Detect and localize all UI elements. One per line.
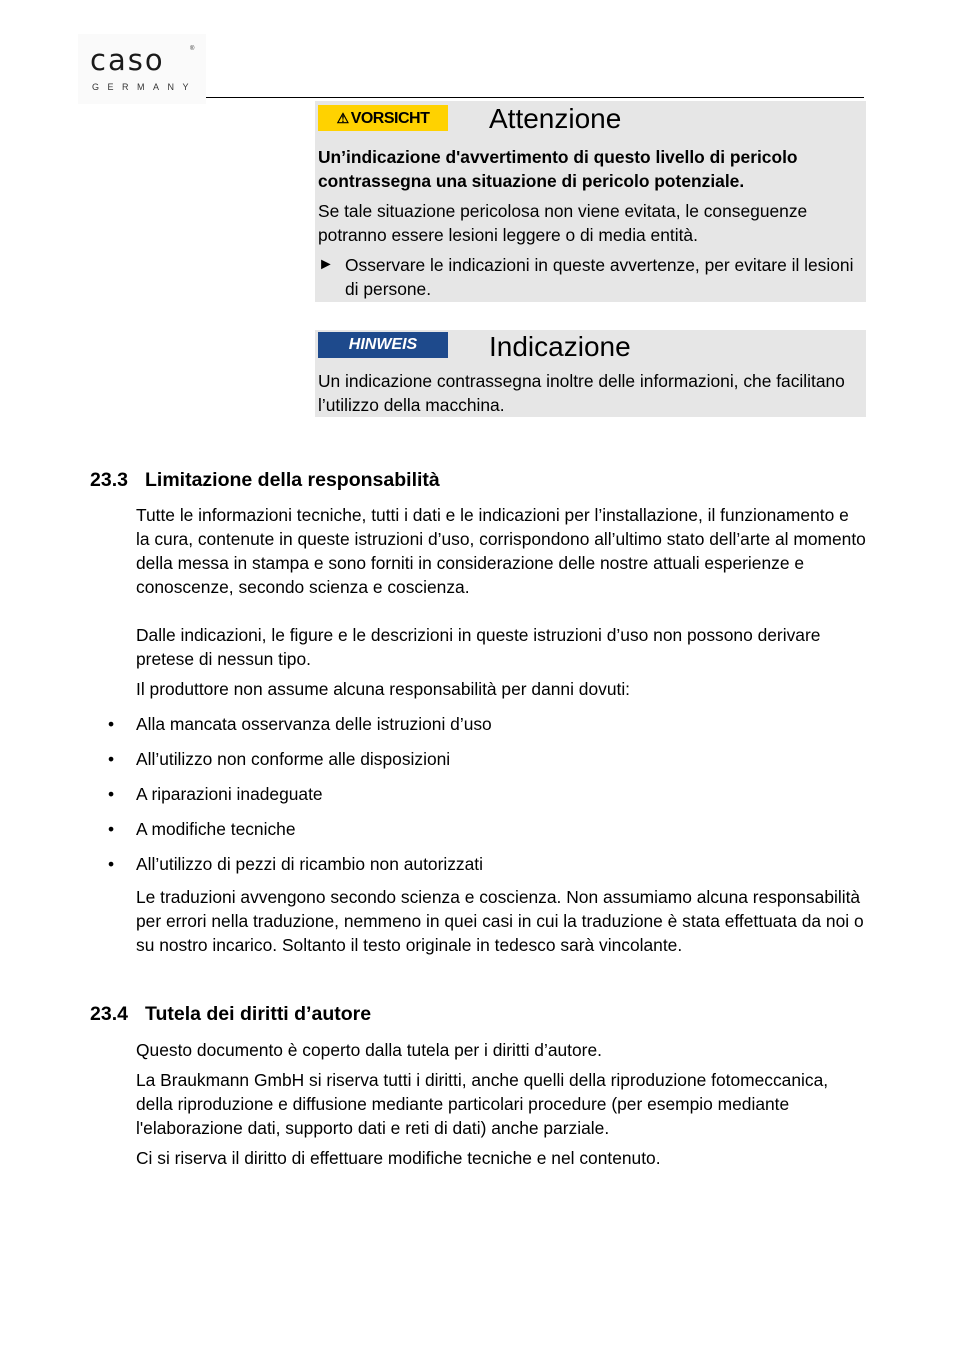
paragraph: La Braukmann GmbH si riserva tutti i diritti, anche quelli della riproduzione fotomeccanica, della riproduzione e diffusione mediante particolari procedure (per esempio mediante l'elaborazione dati, supporto dati e reti di dati) anche parziale. bbox=[136, 1070, 829, 1138]
bullet-icon: • bbox=[108, 784, 115, 804]
info-box bbox=[315, 330, 866, 417]
list-item-text: A riparazioni inadeguate bbox=[136, 784, 323, 804]
section-number: 23.4 bbox=[90, 1003, 128, 1025]
section-title: Tutela dei diritti d’autore bbox=[145, 1003, 372, 1025]
section-heading-23-3 bbox=[90, 467, 440, 493]
list-item-text: A modifiche tecniche bbox=[136, 819, 296, 839]
warning-badge-label: VORSICHT bbox=[350, 110, 430, 127]
arrow-right-icon: ► bbox=[318, 256, 334, 273]
bullet-icon: • bbox=[108, 749, 115, 769]
logo-subtitle: GERMANY bbox=[92, 82, 198, 92]
warning-badge bbox=[318, 105, 448, 131]
section-title: Limitazione della responsabilità bbox=[145, 469, 440, 491]
caso-logo bbox=[78, 34, 206, 104]
warning-bold-text: Un’indicazione d'avvertimento di questo livello di pericolo contrassegna una situazione di pericolo potenziale. bbox=[318, 147, 798, 191]
info-badge: HINWEIS bbox=[318, 332, 448, 358]
logo-registered-mark: ® bbox=[190, 46, 195, 52]
paragraph: Il produttore non assume alcuna responsabilità per danni dovuti: bbox=[136, 679, 631, 699]
paragraph: Dalle indicazioni, le figure e le descrizioni in queste istruzioni d’uso non possono derivare pretese di nessun tipo. bbox=[136, 625, 821, 669]
warning-text: Se tale situazione pericolosa non viene evitata, le conseguenze potranno essere lesioni leggere o di media entità. bbox=[318, 201, 808, 245]
section-number: 23.3 bbox=[90, 469, 128, 491]
info-text: Un indicazione contrassegna inoltre delle informazioni, che facilitano l’utilizzo della macchina. bbox=[318, 371, 845, 415]
list-item-text: All’utilizzo di pezzi di ricambio non autorizzati bbox=[136, 854, 483, 874]
paragraph: Questo documento è coperto dalla tutela per i diritti d’autore. bbox=[136, 1040, 602, 1060]
warning-box bbox=[315, 101, 866, 302]
warning-triangle-icon: ⚠ bbox=[336, 110, 349, 126]
warning-instruction-text: Osservare le indicazioni in queste avvertenze, per evitare il lesioni di persone. bbox=[345, 255, 854, 299]
paragraph: Le traduzioni avvengono secondo scienza e coscienza. Non assumiamo alcuna responsabilità per errori nella traduzione, nemmeno in quei casi in cui la traduzione è stata effettuata da noi o su nostro incarico. Soltanto il testo originale in tedesco sarà vincolante. bbox=[136, 887, 864, 955]
info-title: Indicazione bbox=[489, 331, 631, 362]
bullet-icon: • bbox=[108, 714, 115, 734]
section-heading-23-4 bbox=[90, 1001, 371, 1027]
header-divider bbox=[206, 97, 864, 98]
list-item-text: Alla mancata osservanza delle istruzioni d’uso bbox=[136, 714, 492, 734]
paragraph: Tutte le informazioni tecniche, tutti i dati e le indicazioni per l’installazione, il funzionamento e la cura, contenute in queste istruzioni d’uso, corrispondono all’ultimo stato dell’arte al momento della messa in stampa e sono forniti in considerazione delle nostre attuali esperienze e conoscenze, secondo scienza e coscienza. bbox=[136, 505, 866, 597]
bullet-icon: • bbox=[108, 819, 115, 839]
paragraph: Ci si riserva il diritto di effettuare modifiche tecniche e nel contenuto. bbox=[136, 1148, 661, 1168]
list-item-text: All’utilizzo non conforme alle disposizioni bbox=[136, 749, 451, 769]
logo-brand: caso bbox=[90, 43, 165, 77]
warning-title: Attenzione bbox=[489, 103, 622, 134]
bullet-icon: • bbox=[108, 854, 115, 874]
